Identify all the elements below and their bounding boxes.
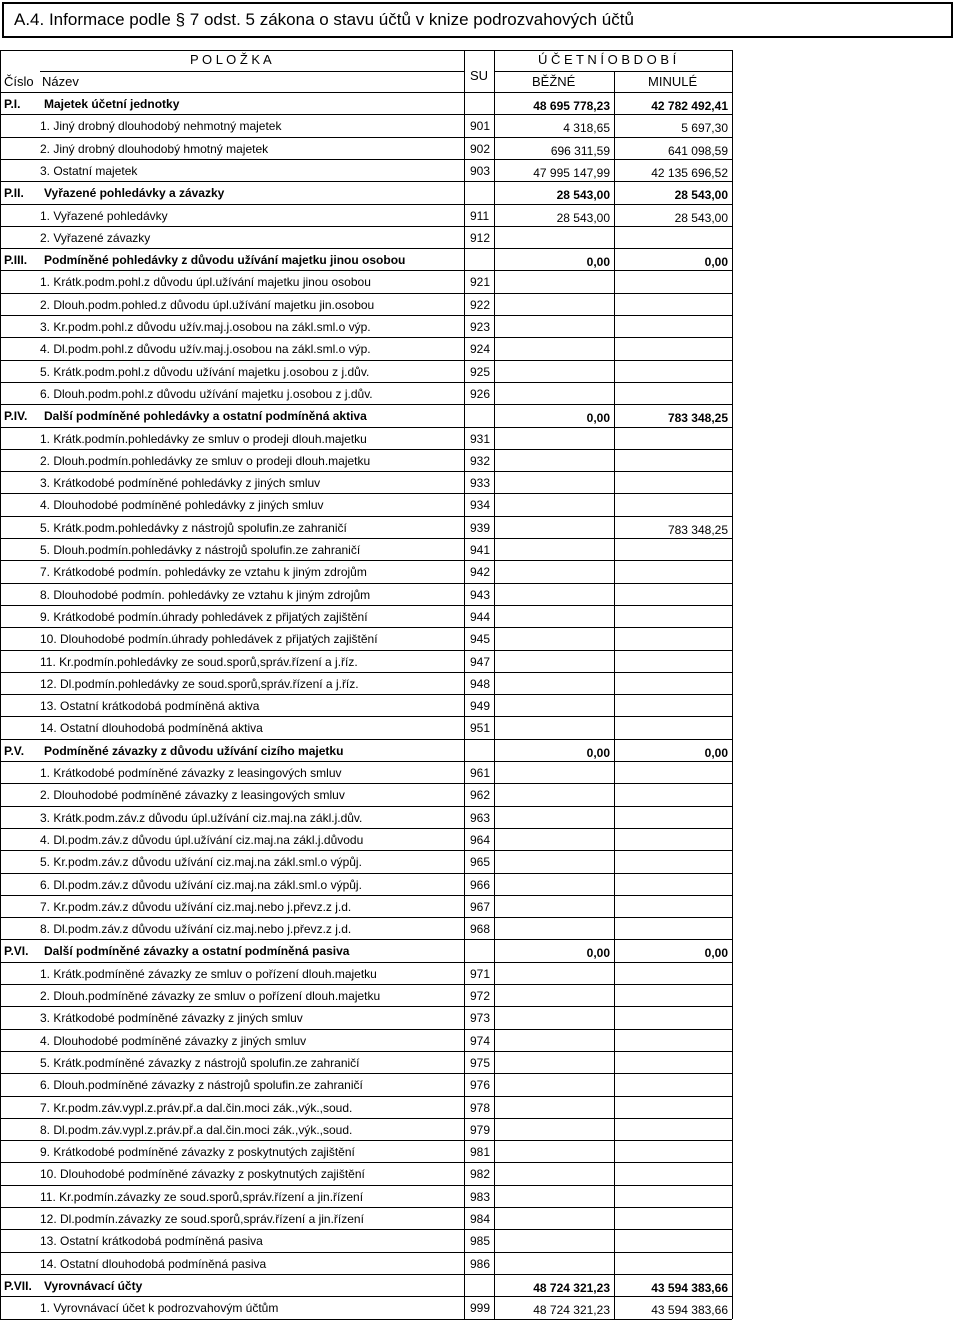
- row-name: 1. Jiný drobný dlouhodobý nehmotný majetek: [40, 119, 282, 134]
- header-minule: MINULÉ: [648, 74, 698, 89]
- section-row: [0, 404, 732, 426]
- row-previous: 43 594 383,66: [651, 1280, 728, 1295]
- row-su: 965: [470, 855, 491, 870]
- row-current: 0,00: [586, 745, 610, 760]
- row-su: 931: [470, 431, 491, 446]
- header-cislo: Číslo: [4, 74, 34, 89]
- row-number: P.IV.: [4, 409, 28, 424]
- row-name: 2. Dlouh.podmíněné závazky ze smluv o pořízení dlouh.majetku: [40, 989, 381, 1003]
- row-name: 6. Dlouh.podmíněné závazky z nástrojů spolufin.ze zahraničí: [40, 1078, 363, 1093]
- row-name: 11. Kr.podmín.pohledávky ze soud.sporů,správ.řízení a j.říz.: [40, 654, 358, 669]
- table-row: [0, 360, 732, 382]
- row-previous: 783 348,25: [667, 411, 728, 426]
- row-number: P.I.: [4, 97, 21, 111]
- table-row: [0, 917, 732, 939]
- row-name: Vyřazené pohledávky a závazky: [44, 186, 225, 201]
- row-su: 984: [470, 1212, 491, 1226]
- row-previous: 0,00: [704, 255, 728, 270]
- row-su: 962: [470, 788, 491, 803]
- table-row: [0, 1162, 732, 1184]
- row-su: 964: [470, 832, 491, 847]
- row-number: P.VII.: [4, 1278, 32, 1293]
- row-su: 971: [470, 966, 491, 981]
- row-previous: 783 348,25: [667, 522, 728, 537]
- row-name: 7. Kr.podm.záv.z důvodu užívání ciz.maj.nebo j.převz.z j.d.: [40, 899, 352, 914]
- row-su: 975: [470, 1055, 491, 1070]
- row-name: 6. Dlouh.podm.pohl.z důvodu užívání majetku j.osobou z j.dův.: [40, 386, 373, 401]
- row-su: 922: [470, 297, 491, 312]
- row-su: 972: [470, 989, 491, 1003]
- table-row: [0, 516, 732, 538]
- row-su: 947: [470, 654, 491, 669]
- row-su: 932: [470, 453, 491, 468]
- row-name: 2. Dlouh.podm.pohled.z důvodu úpl.užívání majetku jin.osobou: [40, 297, 375, 312]
- row-su: 976: [470, 1078, 491, 1093]
- row-name: Další podmíněné pohledávky a ostatní podmíněná aktiva: [44, 409, 367, 424]
- row-su: 963: [470, 810, 491, 825]
- row-name: 3. Krátkodobé podmíněné pohledávky z jiných smluv: [40, 476, 321, 491]
- row-name: Podmíněné závazky z důvodu užívání cizího majetku: [44, 743, 344, 758]
- table-row: [0, 1006, 732, 1028]
- grid-vline: [494, 50, 495, 1319]
- row-name: 6. Dl.podm.záv.z důvodu užívání ciz.maj.na zákl.sml.o výpůj.: [40, 877, 362, 892]
- row-previous: 42 782 492,41: [651, 99, 728, 113]
- row-previous: 28 543,00: [674, 188, 728, 203]
- table-row: [0, 583, 732, 605]
- row-current: 0,00: [586, 411, 610, 426]
- row-previous: 0,00: [704, 745, 728, 760]
- row-su: 948: [470, 676, 491, 691]
- table-row: [0, 650, 732, 672]
- table-row: [0, 1140, 732, 1162]
- row-name: 5. Dlouh.podmín.pohledávky z nástrojů spolufin.ze zahraničí: [40, 543, 361, 557]
- row-name: 2. Vyřazené závazky: [40, 230, 151, 245]
- row-su: 925: [470, 364, 491, 379]
- row-su: 943: [470, 587, 491, 602]
- row-current: 48 695 778,23: [533, 99, 610, 113]
- row-su: 949: [470, 699, 491, 714]
- row-su: 926: [470, 386, 491, 401]
- row-su: 903: [470, 163, 491, 178]
- table-row: [0, 828, 732, 850]
- grid-hline: [0, 50, 732, 51]
- row-name: Vyrovnávací účty: [44, 1278, 143, 1293]
- row-number: P.II.: [4, 186, 24, 201]
- row-name: 5. Krátk.podm.pohl.z důvodu užívání majetku j.osobou z j.dův.: [40, 364, 370, 379]
- row-name: Podmíněné pohledávky z důvodu užívání majetku jinou osobou: [44, 253, 406, 268]
- table-row: [0, 1118, 732, 1140]
- table-row: [0, 204, 732, 226]
- row-name: 1. Krátkodobé podmíněné závazky z leasingových smluv: [40, 766, 342, 780]
- row-name: 3. Kr.podm.pohl.z důvodu užív.maj.j.osobou na zákl.sml.o výp.: [40, 320, 371, 334]
- row-previous: 28 543,00: [674, 210, 728, 225]
- table-row: [0, 1029, 732, 1051]
- row-su: 934: [470, 498, 491, 513]
- row-su: 912: [470, 230, 491, 245]
- table-row: [0, 850, 732, 872]
- row-previous: 5 697,30: [681, 121, 728, 136]
- row-current: 28 543,00: [556, 188, 610, 203]
- table-row: [0, 560, 732, 582]
- row-current: 0,00: [586, 255, 610, 270]
- table-row: [0, 270, 732, 292]
- row-name: 8. Dlouhodobé podmín. pohledávky ze vztahu k jiným zdrojům: [40, 587, 371, 602]
- row-su: 945: [470, 632, 491, 647]
- section-row: [0, 939, 732, 961]
- row-su: 979: [470, 1122, 491, 1137]
- row-number: P.III.: [4, 253, 28, 268]
- header-nazev: Název: [42, 74, 79, 89]
- row-name: 1. Krátk.podmíněné závazky ze smluv o pořízení dlouh.majetku: [40, 966, 377, 981]
- row-name: 12. Dl.podmín.pohledávky ze soud.sporů,správ.řízení a j.říz.: [40, 676, 359, 691]
- row-su: 978: [470, 1100, 491, 1115]
- row-number: P.VI.: [4, 944, 29, 959]
- row-name: Další podmíněné závazky a ostatní podmíněná pasiva: [44, 944, 350, 959]
- row-su: 966: [470, 877, 491, 892]
- row-name: 2. Dlouhodobé podmíněné závazky z leasingových smluv: [40, 788, 345, 803]
- grid-vline: [732, 50, 733, 1319]
- grid-vline: [614, 71, 615, 1319]
- section-row: [0, 181, 732, 203]
- section-row: [0, 92, 732, 114]
- table-row: [0, 1296, 732, 1318]
- grid-hline: [40, 71, 464, 72]
- row-su: 981: [470, 1145, 491, 1160]
- row-current: 48 724 321,23: [533, 1280, 610, 1295]
- row-name: 9. Krátkodobé podmíněné závazky z poskytnutých zajištění: [40, 1145, 355, 1160]
- title-box: [2, 2, 953, 38]
- row-su: 961: [470, 766, 491, 780]
- header-obdobi: Ú Č E T N Í O B D O B Í: [538, 52, 677, 67]
- row-name: 4. Dl.podm.pohl.z důvodu užív.maj.j.osobou na zákl.sml.o výp.: [40, 342, 371, 357]
- row-su: 933: [470, 476, 491, 491]
- row-name: 8. Dl.podm.záv.z důvodu užívání ciz.maj.nebo j.převz.z j.d.: [40, 922, 352, 937]
- row-name: 7. Krátkodobé podmín. pohledávky ze vztahu k jiným zdrojům: [40, 565, 367, 580]
- row-previous: 641 098,59: [667, 143, 728, 158]
- table-row: [0, 962, 732, 984]
- header-bezne: BĚŽNÉ: [532, 74, 576, 89]
- table-row: [0, 137, 732, 159]
- row-current: 4 318,65: [563, 121, 610, 136]
- row-name: 4. Dlouhodobé podmíněné závazky z jiných smluv: [40, 1033, 307, 1048]
- table-row: [0, 672, 732, 694]
- row-name: 4. Dlouhodobé podmíněné pohledávky z jiných smluv: [40, 498, 324, 513]
- row-su: 924: [470, 342, 491, 357]
- row-name: 1. Vyřazené pohledávky: [40, 208, 168, 223]
- row-previous: 0,00: [704, 946, 728, 961]
- section-row: [0, 248, 732, 270]
- row-su: 923: [470, 320, 491, 334]
- section-row: [0, 739, 732, 761]
- row-name: 11. Kr.podmín.závazky ze soud.sporů,správ.řízení a jin.řízení: [40, 1189, 364, 1204]
- table-row: [0, 1051, 732, 1073]
- row-name: 3. Krátk.podm.záv.z důvodu úpl.užívání ciz.maj.na zákl.j.dův.: [40, 810, 363, 825]
- row-name: 8. Dl.podm.záv.vypl.z.práv.př.a dal.čin.moci zák.,výk.,soud.: [40, 1122, 353, 1137]
- table-row: [0, 1252, 732, 1274]
- row-su: 921: [470, 275, 491, 290]
- row-name: 14. Ostatní dlouhodobá podmíněná pasiva: [40, 1256, 267, 1271]
- table-row: [0, 716, 732, 738]
- row-su: 911: [470, 208, 490, 223]
- row-su: 974: [470, 1033, 491, 1048]
- table-row: [0, 493, 732, 515]
- grid-hline: [494, 71, 732, 72]
- table-row: [0, 783, 732, 805]
- row-su: 939: [470, 520, 491, 535]
- table-row: [0, 1207, 732, 1229]
- table-row: [0, 293, 732, 315]
- table-row: [0, 806, 732, 828]
- row-name: 12. Dl.podmín.závazky ze soud.sporů,správ.řízení a jin.řízení: [40, 1212, 364, 1226]
- row-name: 1. Krátk.podm.pohl.z důvodu úpl.užívání majetku jinou osobou: [40, 275, 371, 290]
- row-name: 1. Krátk.podmín.pohledávky ze smluv o prodeji dlouh.majetku: [40, 431, 367, 446]
- grid-vline: [0, 50, 1, 1319]
- row-current: 696 311,59: [550, 143, 610, 158]
- row-current: 48 724 321,23: [533, 1303, 610, 1318]
- row-name: 14. Ostatní dlouhodobá podmíněná aktiva: [40, 721, 263, 736]
- row-su: 982: [470, 1167, 491, 1182]
- row-su: 973: [470, 1011, 491, 1026]
- table-row: [0, 382, 732, 404]
- row-name: 9. Krátkodobé podmín.úhrady pohledávek z přijatých zajištění: [40, 609, 368, 624]
- row-previous: 43 594 383,66: [651, 1303, 728, 1318]
- row-name: 5. Krátk.podm.pohledávky z nástrojů spolufin.ze zahraničí: [40, 520, 347, 535]
- row-su: 901: [470, 119, 491, 134]
- row-su: 986: [470, 1256, 491, 1271]
- row-su: 951: [470, 721, 491, 736]
- section-row: [0, 1274, 732, 1296]
- row-name: Majetek účetní jednotky: [44, 97, 180, 111]
- grid-vline: [464, 50, 465, 1319]
- row-name: 4. Dl.podm.záv.z důvodu úpl.užívání ciz.maj.na zákl.j.důvodu: [40, 832, 364, 847]
- table-row: [0, 427, 732, 449]
- table-row: [0, 337, 732, 359]
- table-row: [0, 449, 732, 471]
- row-current: 47 995 147,99: [533, 165, 610, 180]
- row-su: 983: [470, 1189, 491, 1204]
- row-name: 2. Dlouh.podmín.pohledávky ze smluv o prodeji dlouh.majetku: [40, 453, 371, 468]
- table-row: [0, 1185, 732, 1207]
- row-su: 999: [470, 1301, 491, 1316]
- table-row: [0, 1096, 732, 1118]
- table-row: [0, 226, 732, 248]
- table-row: [0, 538, 732, 560]
- table-row: [0, 873, 732, 895]
- table-row: [0, 1073, 732, 1095]
- table-row: [0, 1229, 732, 1251]
- row-su: 968: [470, 922, 491, 937]
- header-polozka: P O L O Ž K A: [190, 52, 272, 67]
- table-row: [0, 159, 732, 181]
- table-row: [0, 761, 732, 783]
- table-row: [0, 984, 732, 1006]
- table-row: [0, 627, 732, 649]
- row-name: 1. Vyrovnávací účet k podrozvahovým účtům: [40, 1301, 279, 1316]
- row-su: 941: [470, 543, 491, 557]
- row-name: 13. Ostatní krátkodobá podmíněná pasiva: [40, 1234, 263, 1249]
- page-title: A.4. Informace podle § 7 odst. 5 zákona o stavu účtů v knize podrozvahových účtů: [14, 10, 634, 29]
- row-name: 10. Dlouhodobé podmíněné závazky z poskytnutých zajištění: [40, 1167, 365, 1182]
- row-su: 942: [470, 565, 491, 580]
- row-name: 5. Krátk.podmíněné závazky z nástrojů spolufin.ze zahraničí: [40, 1055, 360, 1070]
- row-name: 13. Ostatní krátkodobá podmíněná aktiva: [40, 699, 260, 714]
- table-row: [0, 471, 732, 493]
- row-su: 944: [470, 609, 491, 624]
- table-row: [0, 114, 732, 136]
- row-su: 967: [470, 899, 491, 914]
- table-row: [0, 694, 732, 716]
- row-number: P.V.: [4, 743, 25, 758]
- row-name: 10. Dlouhodobé podmín.úhrady pohledávek z přijatých zajištění: [40, 632, 378, 647]
- row-name: 5. Kr.podm.záv.z důvodu užívání ciz.maj.na zákl.sml.o výpůj.: [40, 855, 362, 870]
- table-row: [0, 315, 732, 337]
- row-name: 2. Jiný drobný dlouhodobý hmotný majetek: [40, 141, 269, 156]
- row-name: 3. Krátkodobé podmíněné závazky z jiných smluv: [40, 1011, 303, 1026]
- row-name: 7. Kr.podm.záv.vypl.z.práv.př.a dal.čin.moci zák.,výk.,soud.: [40, 1100, 353, 1115]
- table-row: [0, 605, 732, 627]
- row-name: 3. Ostatní majetek: [40, 163, 138, 178]
- table-row: [0, 895, 732, 917]
- row-previous: 42 135 696,52: [651, 165, 728, 180]
- row-su: 985: [470, 1234, 491, 1249]
- row-current: 0,00: [586, 946, 610, 961]
- row-su: 902: [470, 141, 491, 156]
- header-su: SU: [470, 68, 489, 83]
- row-current: 28 543,00: [556, 210, 610, 225]
